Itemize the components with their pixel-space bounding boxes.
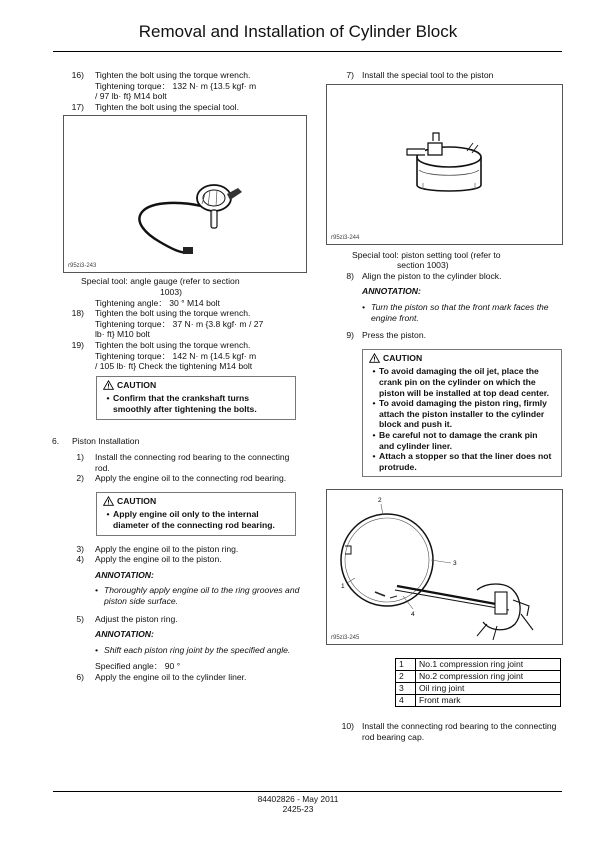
step-number: 5): [76, 613, 84, 624]
step-text: Apply the engine oil to the cylinder liner.: [95, 672, 247, 682]
step-number: 10): [341, 721, 354, 732]
step-number: 16): [71, 70, 84, 80]
step-text: Install the connecting rod bearing to the connecting rod.: [95, 452, 290, 473]
tightening-angle: Tightening angle： 30 ° M14 bolt: [95, 297, 220, 308]
step-text: Apply the engine oil to the piston ring.: [95, 543, 239, 554]
step-text: lb· ft} M10 bolt: [95, 329, 150, 340]
header-rule: [53, 51, 562, 52]
special-tool-note: [336, 250, 563, 271]
legend-row: [396, 671, 561, 683]
figure-piston-setting-tool: [326, 84, 563, 245]
special-tool-note: [50, 276, 306, 297]
step-text: Tighten the bolt using the torque wrench.: [95, 308, 251, 319]
special-tool-text: Special tool: angle gauge (refer to section: [81, 276, 240, 287]
step-text: Tighten the bolt using the torque wrench.: [95, 339, 251, 350]
caution-item: • To avoid damaging the piston ring, firmly attach the piston installer to the cylinder block and push it.: [372, 398, 547, 430]
step-number: 4): [76, 554, 84, 565]
step-17: [50, 102, 306, 113]
annotation-label: ANNOTATION:: [95, 569, 154, 580]
annotation-label: ANNOTATION:: [362, 286, 421, 297]
figure-code: r95zi3-244: [331, 234, 360, 241]
annotation-item: • Turn the piston so that the front mark faces the engine front.: [362, 301, 549, 323]
step-text: Tightening torque： 37 N· m {3.8 kgf· m / 27: [95, 318, 264, 329]
footer-page-number: 2425-23: [282, 804, 314, 814]
special-tool-text: 1003): [160, 286, 182, 297]
step-text: Install the connecting rod bearing to the connecting rod bearing cap.: [362, 721, 557, 742]
step-number: 2): [76, 473, 84, 484]
annotation-block: [336, 286, 563, 323]
legend-number: 4: [396, 695, 416, 707]
figure-angle-gauge: [63, 115, 307, 273]
section-number: 6.: [52, 435, 60, 446]
step-number: 1): [76, 452, 84, 463]
figure-code: r95zi3-245: [331, 635, 360, 642]
caution-box: [362, 349, 562, 478]
left-column: [50, 70, 306, 683]
special-tool-text: Special tool: piston setting tool (refer to: [352, 249, 501, 260]
legend-row: [396, 683, 561, 695]
step-text: Apply the engine oil to the connecting rod bearing.: [95, 473, 287, 484]
step-10: [336, 721, 563, 742]
step-9: [336, 330, 563, 341]
step-text: / 105 lb· ft} Check the tightening M14 bolt: [95, 361, 253, 372]
caution-item: • Attach a stopper so that the liner does not protrude.: [372, 451, 552, 472]
legend-number: 2: [396, 671, 416, 683]
caution-label: CAUTION: [117, 495, 157, 506]
step-19: [50, 340, 306, 372]
legend-description: Front mark: [416, 695, 561, 707]
step-text: Tighten the bolt using the torque wrench.: [95, 70, 251, 80]
caution-box: [96, 376, 296, 420]
figure-callout: 4: [411, 611, 415, 619]
step-7: [336, 70, 563, 81]
step-number: 7): [346, 70, 354, 80]
legend-row: [396, 695, 561, 707]
step-text: Align the piston to the cylinder block.: [362, 270, 502, 281]
step-number: 17): [71, 101, 84, 112]
step-text: Tighten the bolt using the special tool.: [95, 101, 239, 112]
step-6: [50, 672, 306, 683]
step-text: Adjust the piston ring.: [95, 613, 178, 624]
caution-label: CAUTION: [383, 352, 423, 363]
annotation-item: • Shift each piston ring joint by the specified angle.: [95, 644, 291, 655]
annotation-label: ANNOTATION:: [95, 629, 154, 640]
step-3: [50, 544, 306, 555]
annotation-block: [50, 629, 306, 655]
section-title: Piston Installation: [72, 435, 140, 446]
legend-description: No.2 compression ring joint: [416, 671, 561, 683]
legend-table: [395, 658, 561, 707]
legend-description: Oil ring joint: [416, 683, 561, 695]
step-18: [50, 308, 306, 340]
specified-angle: Specified angle： 90 °: [95, 661, 181, 672]
step-text: Tightening torque： 132 N· m {13.5 kgf· m: [95, 80, 257, 91]
annotation-item: • Thoroughly apply engine oil to the ring grooves and piston side surface.: [95, 585, 300, 607]
caution-heading: [369, 353, 555, 364]
step-number: 8): [346, 270, 354, 281]
special-tool-text: section 1003): [397, 260, 449, 271]
figure-piston-ring-joints: [326, 489, 563, 645]
warning-icon: [103, 380, 114, 390]
caution-label: CAUTION: [117, 379, 157, 390]
caution-box: [96, 492, 296, 536]
step-16: [50, 70, 306, 102]
caution-item: • Be careful not to damage the crank pin and cylinder liner.: [372, 429, 538, 451]
right-column: [331, 70, 563, 742]
footer-doc-number: 84402826 - May 2011: [257, 794, 339, 804]
step-number: 3): [76, 543, 84, 554]
section-6: [50, 436, 306, 447]
step-number: 18): [71, 308, 84, 319]
step-number: 6): [76, 672, 84, 682]
legend-description: No.1 compression ring joint: [416, 659, 561, 671]
caution-item: • To avoid damaging the oil jet, place the crank pin on the cylinder on which the piston will be installed at top dead center.: [372, 366, 549, 398]
step-1: [50, 452, 306, 473]
step-4: [50, 554, 306, 565]
caution-item: • Confirm that the crankshaft turns smoothly after tightening the bolts.: [106, 393, 257, 414]
step-5: [50, 614, 306, 625]
step-text: Install the special tool to the piston: [362, 70, 494, 80]
footer-rule: [53, 791, 562, 792]
step-text: Tightening torque： 142 N· m {14.5 kgf· m: [95, 350, 257, 361]
legend-row: [396, 659, 561, 671]
warning-icon: [103, 496, 114, 506]
caution-heading: [103, 496, 289, 507]
legend-number: 3: [396, 683, 416, 695]
figure-callout: 1: [341, 583, 345, 591]
angle-gauge-icon: [64, 116, 308, 274]
warning-icon: [369, 353, 380, 363]
page-title: Removal and Installation of Cylinder Block: [138, 22, 458, 41]
step-text: Apply the engine oil to the piston.: [95, 554, 222, 565]
step-number: 19): [71, 339, 84, 350]
figure-code: r95zi3-243: [68, 263, 97, 270]
ring-joint-diagram-icon: [327, 490, 564, 646]
step-number: 9): [346, 330, 354, 341]
caution-heading: [103, 380, 289, 391]
piston-tool-icon: [327, 85, 564, 246]
legend-number: 1: [396, 659, 416, 671]
figure-callout: 3: [453, 560, 457, 568]
step-8: [336, 271, 563, 282]
step-text: / 97 lb· ft} M14 bolt: [95, 91, 167, 102]
figure-callout: 2: [378, 497, 382, 505]
step-text: Press the piston.: [362, 330, 427, 341]
caution-item: • Apply engine oil only to the internal diameter of the connecting rod bearing.: [106, 509, 275, 531]
annotation-block: [50, 570, 306, 607]
step-2: [50, 473, 306, 484]
